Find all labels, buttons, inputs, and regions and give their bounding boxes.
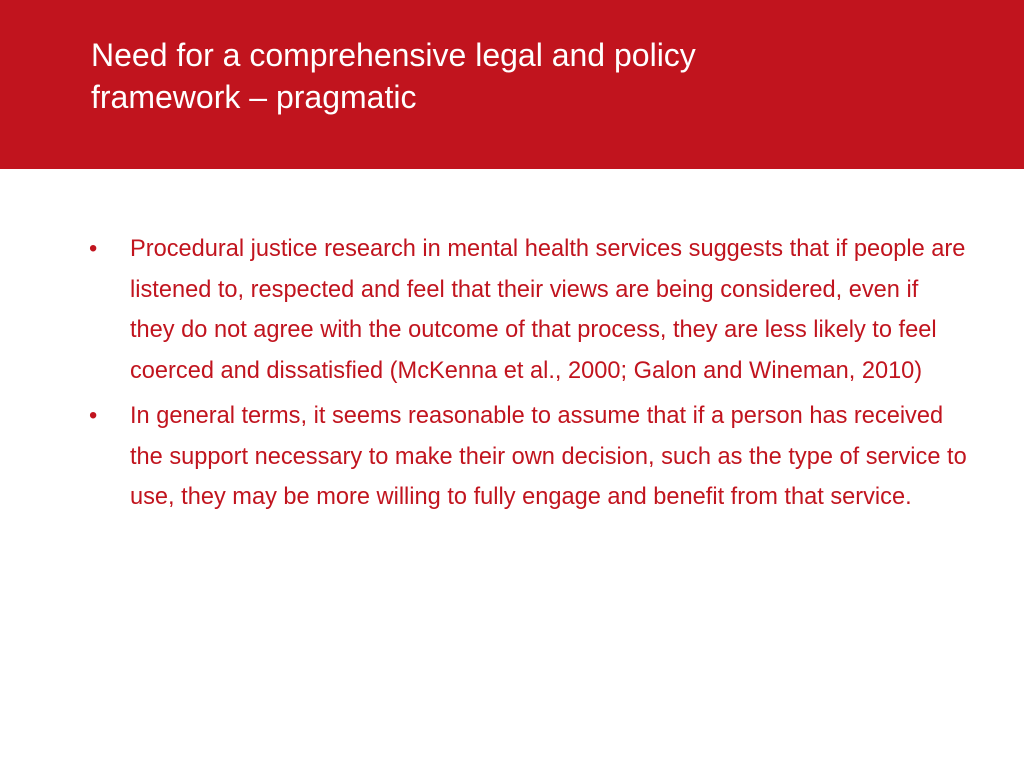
slide-title-line-1: Need for a comprehensive legal and policy	[91, 37, 696, 73]
bullet-icon: •	[89, 236, 98, 262]
bullet-item-general-terms	[89, 396, 969, 518]
slide-title	[91, 34, 991, 118]
bullet-text: Procedural justice research in mental health services suggests that if people are listened to, respected and feel that their views are being considered, even if they do not agree with the outcome of that process, they are less likely to feel coerced and dissatisfied (McKenna et al., 2000; Galon and Wineman, 2010)	[130, 236, 966, 384]
bullet-icon: •	[89, 403, 98, 429]
bullet-list	[89, 229, 969, 518]
bullet-text: In general terms, it seems reasonable to assume that if a person has received the support necessary to make their own decision, such as the type of service to use, they may be more willing to fully engage and benefit from that service.	[130, 403, 967, 510]
title-banner	[0, 0, 1024, 169]
bullet-item-procedural-justice	[89, 229, 969, 391]
slide-title-line-2: framework – pragmatic	[91, 79, 417, 115]
